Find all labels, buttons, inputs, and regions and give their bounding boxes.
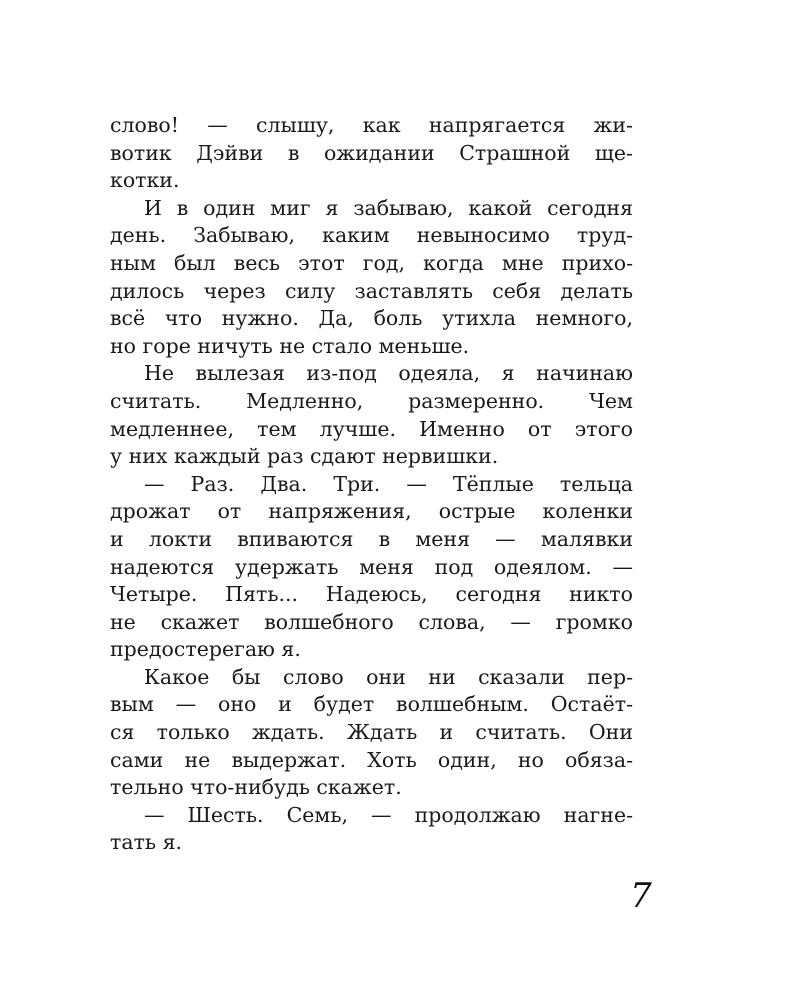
text-line: дилось через силу заставлять себя делать: [110, 278, 633, 303]
text-line: ся только ждать. Ждать и считать. Они: [110, 720, 633, 745]
text-line: Четыре. Пять... Надеюсь, сегодня никто: [110, 582, 633, 607]
text-line: вым — оно и будет волшебным. Остаёт-: [110, 692, 633, 717]
text-line: но горе ничуть не стало меньше.: [110, 333, 470, 358]
text-line: у них каждый раз сдают нервишки.: [110, 444, 499, 469]
text-line: дрожат от напряжения, острые коленки: [110, 499, 633, 524]
text-line: надеются удержать меня под одеялом. —: [110, 554, 633, 579]
text-line: — Раз. Два. Три. — Тёплые тельца: [144, 471, 633, 496]
text-line: котки.: [110, 168, 180, 193]
text-line: Не вылезая из-под одеяла, я начинаю: [144, 361, 633, 386]
text-line: вотик Дэйви в ожидании Страшной ще-: [110, 140, 633, 165]
text-line: ным был весь этот год, когда мне прихо-: [110, 250, 633, 275]
text-line: И в один миг я забываю, какой сегодня: [144, 195, 633, 220]
text-line: тельно что-нибудь скажет.: [110, 775, 402, 800]
text-line: предостерегаю я.: [110, 637, 301, 662]
body-text: [110, 112, 633, 857]
text-line: считать. Медленно, размеренно. Чем: [110, 388, 633, 413]
text-line: Какое бы слово они ни сказали пер-: [144, 664, 633, 689]
text-line: и локти впиваются в меня — малявки: [110, 526, 633, 551]
text-line: всё что нужно. Да, боль утихла немного,: [110, 306, 633, 331]
text-line: не скажет волшебного слова, — громко: [110, 609, 633, 634]
text-line: день. Забываю, каким невыносимо труд-: [110, 223, 633, 248]
page-number: 7: [630, 876, 652, 916]
text-line: медленнее, тем лучше. Именно от этого: [110, 416, 633, 441]
text-line: сами не выдержат. Хоть один, но обяза-: [110, 747, 633, 772]
text-line: тать я.: [110, 830, 183, 855]
text-line: — Шесть. Семь, — продолжаю нагне-: [144, 802, 633, 827]
text-line: слово! — слышу, как напрягается жи-: [110, 113, 633, 137]
